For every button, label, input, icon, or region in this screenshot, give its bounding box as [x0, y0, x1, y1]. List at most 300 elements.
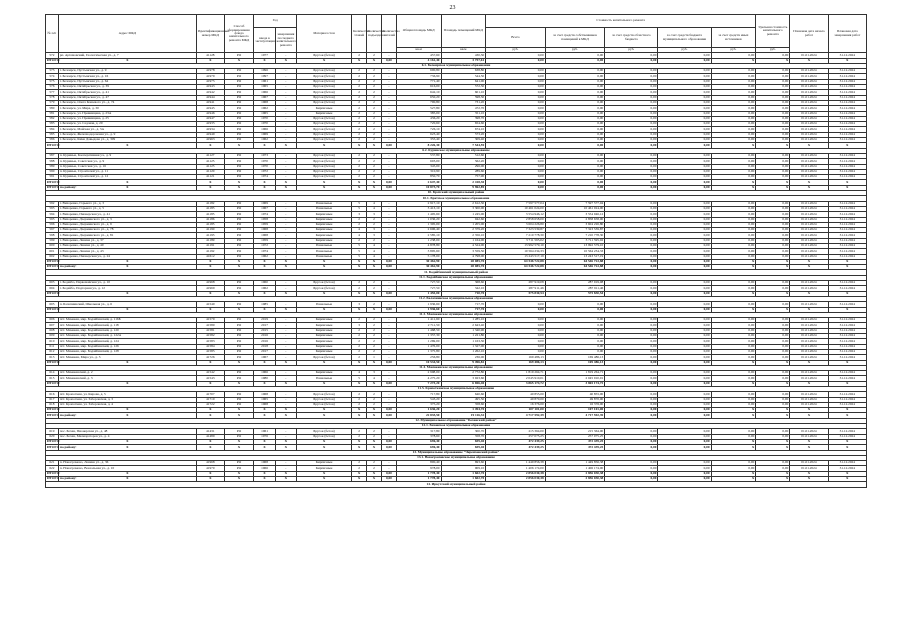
table-cell: РО — [224, 376, 254, 381]
table-cell: X — [790, 291, 828, 296]
table-cell: 0,00 — [658, 461, 711, 466]
table-cell: 0,00 — [711, 371, 756, 376]
table-cell: 1 164,00 — [441, 238, 486, 243]
table-cell: 2 — [352, 69, 367, 74]
table-cell: - — [381, 164, 396, 169]
table-cell: г. Вихоревка, Дзержинского ул., д. 78 — [58, 228, 196, 233]
table-cell: 5 178,00 — [396, 254, 441, 259]
table-cell: 13 243 517,19 — [545, 254, 605, 259]
table-cell: X — [275, 143, 296, 148]
table-cell: 01.01.2024 — [790, 349, 828, 354]
table-cell: 4 — [352, 233, 367, 238]
table-cell: 638,80 — [441, 69, 486, 74]
table-cell: 0,00 — [605, 254, 658, 259]
table-cell: X — [254, 307, 275, 312]
table-cell: РО — [224, 111, 254, 116]
table-cell: X — [296, 381, 351, 386]
table-cell: 31.12.2024 — [828, 339, 866, 344]
table-cell: 0,00 — [711, 100, 756, 105]
section-heading: 14. Иркутский муниципальный район — [46, 482, 867, 487]
table-cell: 169 486,13 — [486, 360, 546, 365]
table-cell: 0,00 — [486, 100, 546, 105]
table-cell: X — [367, 58, 382, 63]
table-cell: 0,00 — [756, 334, 790, 339]
table-cell: 0,00 — [711, 53, 756, 58]
table-cell: 1 476,00 — [396, 344, 441, 349]
table-cell: РО — [224, 461, 254, 466]
table-cell: 620 — [46, 434, 59, 439]
table-cell: РО — [224, 302, 254, 307]
table-cell: X — [756, 408, 790, 413]
section-heading: 11.3. Мамаканское муниципальное образование — [46, 312, 867, 317]
table-cell: 13 243 517,19 — [486, 254, 546, 259]
capital-repair-table — [45, 14, 867, 488]
table-cell: - — [275, 243, 296, 248]
table-cell: РО — [224, 392, 254, 397]
table-cell: 0,00 — [756, 339, 790, 344]
table-cell: 2 — [352, 217, 367, 222]
table-cell: 0,00 — [756, 106, 790, 111]
table-cell: РО — [224, 318, 254, 323]
table-cell: 01.01.2024 — [790, 74, 828, 79]
header-cost-owner: за счет средств собственников помещений в МКД — [545, 28, 605, 48]
table-cell: 0,00 — [756, 355, 790, 360]
table-cell: 1966 — [254, 127, 275, 132]
table-cell: 0,00 — [605, 434, 658, 439]
table-cell: 1 602,70 — [441, 471, 486, 476]
table-cell: - — [275, 217, 296, 222]
table-cell: 3 604 226,80 — [545, 222, 605, 227]
table-cell: ИТОГО: — [47, 57, 61, 62]
table-cell: 31.12.2024 — [828, 233, 866, 238]
table-cell: ИТОГО: — [47, 359, 61, 364]
table-cell: 605 — [46, 302, 59, 307]
table-cell: 0,00 — [545, 127, 605, 132]
table-cell: 2 — [352, 349, 367, 354]
table-cell: 0,00 — [605, 318, 658, 323]
table-cell: 0,00 — [756, 461, 790, 466]
table-cell: 2 — [352, 334, 367, 339]
table-cell: 2 — [367, 217, 382, 222]
section-heading: 12. Муниципальное образование "Боханский район" — [46, 418, 867, 423]
table-cell: X — [254, 439, 275, 444]
table-cell: 7 210 778,30 — [486, 233, 546, 238]
table-cell: 01.01.2024 — [790, 302, 828, 307]
table-cell: пгт. Кропоткин, ул. Кирова, д. 5 — [58, 392, 196, 397]
table-cell: 710,70 — [441, 291, 486, 296]
table-cell: 0,00 — [711, 228, 756, 233]
table-cell: РО — [224, 397, 254, 402]
table-cell: X — [756, 439, 790, 444]
table-cell: 1958 — [254, 217, 275, 222]
table-cell: п. Новогромово, Вокзальная ул., д. 10 — [58, 466, 196, 471]
table-cell: 2 379,20 — [441, 228, 486, 233]
table-cell: X — [352, 259, 367, 264]
table-cell: 31.12.2024 — [828, 376, 866, 381]
table-cell: 49 870,00 — [545, 397, 605, 402]
table-cell: 0,00 — [545, 106, 605, 111]
table-cell: X — [58, 477, 196, 482]
table-cell: 1965 — [254, 111, 275, 116]
table-cell: 9 962,89 — [441, 185, 486, 190]
table-cell: X — [254, 291, 275, 296]
table-cell: - — [275, 238, 296, 243]
table-cell: X — [296, 413, 351, 418]
table-cell: 10 534,50 — [396, 360, 441, 365]
table-cell: X — [352, 445, 367, 450]
table-cell: 0,00 — [658, 318, 711, 323]
table-cell: 4 717 592,39 — [545, 413, 605, 418]
table-cell: - — [381, 212, 396, 217]
table-cell: 2 — [352, 281, 367, 286]
table-cell: 0,00 — [605, 328, 658, 333]
table-cell: 01.01.2024 — [790, 402, 828, 407]
table-cell: 01.01.2024 — [790, 106, 828, 111]
table-cell: 0,00 — [605, 185, 658, 190]
table-cell: 0,00 — [711, 376, 756, 381]
section-heading: 6.2. Куринское муниципальное образование — [46, 148, 867, 153]
table-cell: 0,00 — [545, 132, 605, 137]
table-cell: 601 — [46, 249, 59, 254]
table-cell: 5 — [352, 206, 367, 211]
table-cell: 0,00 — [658, 381, 711, 386]
table-cell: - — [275, 349, 296, 354]
table-cell: 1968 — [254, 402, 275, 407]
table-cell: - — [381, 138, 396, 143]
table-cell: 720,60 — [396, 122, 441, 127]
table-cell: 2 711,50 — [396, 323, 441, 328]
table-cell: X — [352, 439, 367, 444]
table-cell: 1967 — [254, 355, 275, 360]
table-cell: 0,00 — [756, 318, 790, 323]
table-cell: 0,00 — [486, 69, 546, 74]
table-cell: 0,00 — [545, 90, 605, 95]
table-cell: - — [381, 74, 396, 79]
table-cell: 287 911,46 — [486, 286, 546, 291]
table-cell: пгт. Кропоткин, ул. Заборовская, д. 4 — [58, 402, 196, 407]
table-cell: 0,00 — [658, 334, 711, 339]
table-cell: 01.01.2024 — [790, 328, 828, 333]
table-cell: - — [275, 79, 296, 84]
table-cell: 01.01.2024 — [790, 79, 828, 84]
table-cell: 0,00 — [605, 122, 658, 127]
table-cell: X — [352, 408, 367, 413]
table-cell: 2 045 910,01 — [486, 376, 546, 381]
table-cell: 0,00 — [486, 307, 546, 312]
table-cell: 0,00 — [658, 53, 711, 58]
table-cell: 2 — [352, 85, 367, 90]
table-cell: 3 — [367, 371, 382, 376]
table-cell: 31.12.2024 — [828, 90, 866, 95]
table-cell: X — [790, 471, 828, 476]
header-specific-cost: Удельная стоимость капитального ремонта — [756, 15, 790, 48]
table-cell: Кирпичные — [296, 212, 351, 217]
table-cell: 0,00 — [658, 445, 711, 450]
table-cell: X — [224, 185, 254, 190]
table-cell: РО — [224, 286, 254, 291]
table-cell: 0,00 — [658, 344, 711, 349]
table-cell: X — [58, 185, 196, 190]
table-cell: 0,00 — [658, 434, 711, 439]
table-cell: X — [196, 381, 224, 386]
table-cell: 1 262,10 — [441, 349, 486, 354]
table-cell: 4 — [367, 249, 382, 254]
table-cell: ИТОГО по району: — [47, 476, 77, 481]
table-cell: - — [275, 228, 296, 233]
table-cell: 10 564 234,33 — [545, 249, 605, 254]
table-cell: 351,10 — [441, 111, 486, 116]
table-cell: X — [58, 439, 196, 444]
table-cell: 2 — [367, 175, 382, 180]
table-cell: Брусок (бетон) — [296, 402, 351, 407]
table-cell: X — [828, 413, 866, 418]
table-cell: 0,00 — [605, 307, 658, 312]
table-cell: - — [275, 206, 296, 211]
table-cell: - — [381, 153, 396, 158]
table-cell: 358,60 — [441, 402, 486, 407]
table-cell: X — [254, 259, 275, 264]
table-cell: X — [756, 413, 790, 418]
table-cell: 1962 — [254, 286, 275, 291]
table-cell: X — [711, 180, 756, 185]
table-cell: 01.01.2024 — [790, 228, 828, 233]
table-cell: Брусок (бетон) — [296, 95, 351, 100]
table-cell: X — [711, 477, 756, 482]
table-cell: 0,00 — [658, 85, 711, 90]
table-cell: ИТОГО по району: — [47, 444, 77, 449]
table-cell: - — [381, 461, 396, 466]
table-cell: 2 — [352, 95, 367, 100]
table-cell: 612 — [46, 349, 59, 354]
table-cell: 2 — [352, 175, 367, 180]
table-cell: 614 — [46, 371, 59, 376]
table-cell: - — [275, 138, 296, 143]
header-floors: Количество этажей — [352, 15, 367, 53]
table-cell: 2 — [367, 402, 382, 407]
table-cell: 2 — [352, 79, 367, 84]
table-cell: X — [790, 381, 828, 386]
table-cell: - — [381, 169, 396, 174]
table-cell: 236,00 — [441, 355, 486, 360]
header-plan-start: Плановая дата начала работ — [790, 15, 828, 53]
table-cell: 575 830,54 — [545, 291, 605, 296]
table-cell: - — [381, 429, 396, 434]
table-cell: 0,00 — [545, 111, 605, 116]
table-cell: 0,00 — [486, 132, 546, 137]
table-cell: 0,00 — [486, 58, 546, 63]
table-cell: 0,00 — [486, 344, 546, 349]
table-cell: пгт. Мамакан, мкр. Бодайбинский, д. 124 — [58, 339, 196, 344]
table-cell: X — [756, 477, 790, 482]
table-cell: X — [828, 408, 866, 413]
table-cell: - — [275, 127, 296, 132]
table-cell: 0,00 — [605, 180, 658, 185]
table-cell: 0,00 — [545, 116, 605, 121]
section-heading: 11.1. Бодайбинское муниципальное образование — [46, 275, 867, 280]
table-cell: 1 269,00 — [396, 339, 441, 344]
table-cell: - — [275, 339, 296, 344]
table-cell: 0,00 — [486, 175, 546, 180]
table-cell: 0,00 — [658, 69, 711, 74]
table-cell: X — [196, 471, 224, 476]
table-cell: 0,00 — [605, 116, 658, 121]
section-heading-row — [46, 482, 867, 487]
table-cell: 0,00 — [381, 471, 396, 476]
table-cell: РО — [224, 53, 254, 58]
table-cell: 0,00 — [756, 206, 790, 211]
table-cell: Брусок (бетон) — [296, 175, 351, 180]
table-cell: 0,00 — [486, 159, 546, 164]
table-cell: 01.01.2024 — [790, 429, 828, 434]
unit-cell: руб. — [658, 48, 711, 53]
table-cell: 0,00 — [605, 53, 658, 58]
table-cell: Кирпичные — [296, 344, 351, 349]
table-cell: X — [296, 445, 351, 450]
table-cell: 0,00 — [756, 116, 790, 121]
table-cell: 7 323 539,87 — [486, 228, 546, 233]
table-cell: X — [224, 143, 254, 148]
table-cell: - — [381, 201, 396, 206]
table-cell: X — [790, 143, 828, 148]
table-cell: 617 — [46, 397, 59, 402]
table-cell: Панельные — [296, 206, 351, 211]
table-cell: X — [790, 408, 828, 413]
table-cell: X — [352, 58, 367, 63]
table-cell: X — [790, 439, 828, 444]
table-cell: 0,00 — [545, 339, 605, 344]
table-cell: X — [224, 259, 254, 264]
table-cell: 0,00 — [756, 281, 790, 286]
header-year-group: Год — [254, 15, 297, 28]
table-cell: X — [58, 408, 196, 413]
table-cell: 31.12.2024 — [828, 344, 866, 349]
table-cell: Брусок (бетон) — [296, 397, 351, 402]
table-cell: 0,00 — [381, 408, 396, 413]
table-cell: РО — [224, 164, 254, 169]
table-cell: 1 778,40 — [396, 477, 441, 482]
table-cell: 41945 — [196, 106, 224, 111]
table-cell: 2 — [367, 238, 382, 243]
table-cell: - — [381, 90, 396, 95]
table-cell: 0,00 — [486, 334, 546, 339]
table-cell: 757,90 — [441, 175, 486, 180]
table-cell: 287 919,08 — [486, 281, 546, 286]
table-cell: г. Белоярск, ул. Садовая, д. 20 — [58, 122, 196, 127]
table-cell: X — [58, 360, 196, 365]
table-cell: X — [756, 143, 790, 148]
table-cell: 0,00 — [605, 85, 658, 90]
table-cell: 598,30 — [441, 95, 486, 100]
table-cell: 2 585,10 — [396, 233, 441, 238]
table-cell: 41969 — [196, 286, 224, 291]
table-cell: X — [275, 180, 296, 185]
table-cell: X — [367, 259, 382, 264]
table-cell: 0,00 — [756, 153, 790, 158]
table-cell: 1968 — [254, 392, 275, 397]
table-cell: 0,00 — [545, 185, 605, 190]
table-cell: 31.12.2024 — [828, 132, 866, 137]
table-cell: РО — [224, 371, 254, 376]
table-cell: Панельные — [296, 249, 351, 254]
table-cell: 0,00 — [756, 95, 790, 100]
table-cell: 0,00 — [605, 334, 658, 339]
table-cell: 5 — [352, 243, 367, 248]
table-cell: 0,00 — [605, 95, 658, 100]
table-cell: Кирпичные — [296, 111, 351, 116]
table-cell: X — [224, 265, 254, 270]
table-cell: 573,20 — [441, 132, 486, 137]
table-cell: 2 917,10 — [396, 201, 441, 206]
table-cell: 41612 — [196, 254, 224, 259]
table-cell: 41944 — [196, 95, 224, 100]
table-cell: 1962 — [254, 138, 275, 143]
page-number: 23 — [449, 5, 456, 11]
table-cell: 572 — [46, 53, 59, 58]
table-cell: X — [224, 381, 254, 386]
table-cell: 317,80 — [396, 429, 441, 434]
table-cell: 41979 — [196, 74, 224, 79]
table-cell: 4 275,20 — [396, 376, 441, 381]
table-cell: X — [711, 381, 756, 386]
table-cell: 583 — [46, 122, 59, 127]
table-cell: 2 — [367, 434, 382, 439]
table-cell: 2 — [367, 344, 382, 349]
table-cell: X — [224, 307, 254, 312]
table-cell: 0,00 — [658, 180, 711, 185]
table-cell: РО — [224, 175, 254, 180]
table-cell: 0,00 — [658, 153, 711, 158]
table-cell: 2 — [352, 466, 367, 471]
table-cell: X — [367, 307, 382, 312]
table-cell: X — [352, 291, 367, 296]
table-cell: 790,80 — [396, 100, 441, 105]
table-cell: 41942 — [196, 90, 224, 95]
table-cell: X — [367, 180, 382, 185]
table-cell: X — [711, 143, 756, 148]
table-cell: X — [352, 180, 367, 185]
table-cell: 574 — [46, 74, 59, 79]
table-cell: X — [196, 259, 224, 264]
table-cell: 0,00 — [756, 376, 790, 381]
table-cell: 942,60 — [441, 217, 486, 222]
table-cell: 0,00 — [756, 169, 790, 174]
table-cell: 575 — [46, 79, 59, 84]
table-cell: 4 161,40 — [396, 58, 441, 63]
table-cell: 659,40 — [441, 445, 486, 450]
table-cell: - — [381, 238, 396, 243]
table-cell: 4 524,00 — [441, 243, 486, 248]
table-cell: 0,00 — [711, 323, 756, 328]
table-cell: X — [254, 471, 275, 476]
table-cell: X — [254, 408, 275, 413]
table-cell: X — [828, 439, 866, 444]
table-cell: 257 075,25 — [486, 434, 546, 439]
table-cell: - — [275, 106, 296, 111]
table-cell: 0,00 — [486, 153, 546, 158]
table-cell: пгт. Мамакан, мкр. Бодайбинский, д. 126 — [58, 344, 196, 349]
table-cell: - — [275, 90, 296, 95]
table-cell: 31.12.2024 — [828, 318, 866, 323]
table-cell: 0,00 — [756, 138, 790, 143]
table-cell: 2 — [367, 79, 382, 84]
table-cell: 621 — [46, 461, 59, 466]
table-cell: 31.12.2024 — [828, 349, 866, 354]
table-cell: X — [58, 143, 196, 148]
table-cell: 2 — [352, 90, 367, 95]
table-cell: 41722 — [196, 402, 224, 407]
table-cell: 0,00 — [658, 397, 711, 402]
table-cell: - — [275, 122, 296, 127]
